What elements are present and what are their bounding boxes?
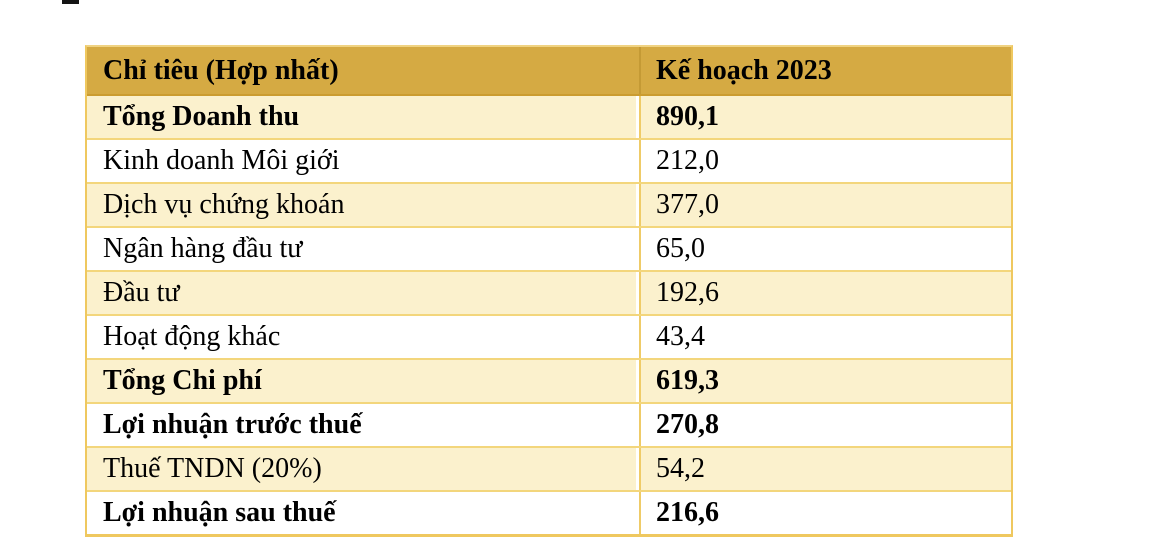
row-value: 270,8 [639,404,1011,446]
row-label: Tổng Chi phí [87,360,639,402]
row-label: Thuế TNDN (20%) [87,448,639,490]
row-label: Ngân hàng đầu tư [87,228,639,270]
row-value: 65,0 [639,228,1011,270]
row-value: 377,0 [639,184,1011,226]
row-value: 54,2 [639,448,1011,490]
table-row-tong-doanh-thu [87,96,1011,140]
row-value: 216,6 [639,492,1011,534]
table-row-hoat-dong-khac [87,316,1011,360]
row-label: Hoạt động khác [87,316,639,358]
table-row-loi-nhuan-sau-thue [87,492,1011,534]
table-header-row [87,47,1011,96]
row-label: Kinh doanh Môi giới [87,140,639,182]
row-label: Lợi nhuận sau thuế [87,492,639,534]
cropped-text-fragment [62,0,79,4]
row-label: Lợi nhuận trước thuế [87,404,639,446]
row-value: 212,0 [639,140,1011,182]
row-value: 890,1 [639,96,1011,138]
table-row-dich-vu-chung-khoan [87,184,1011,228]
row-value: 619,3 [639,360,1011,402]
row-label: Dịch vụ chứng khoán [87,184,639,226]
financial-plan-table [85,45,1013,537]
column-header-plan-2023: Kế hoạch 2023 [639,47,1011,94]
row-label: Đầu tư [87,272,639,314]
row-value: 192,6 [639,272,1011,314]
table-row-dau-tu [87,272,1011,316]
table-row-kinh-doanh-moi-gioi [87,140,1011,184]
table-row-loi-nhuan-truoc-thue [87,404,1011,448]
table-row-thue-tndn [87,448,1011,492]
row-label: Tổng Doanh thu [87,96,639,138]
column-header-indicator: Chỉ tiêu (Hợp nhất) [87,47,639,94]
row-value: 43,4 [639,316,1011,358]
table-row-tong-chi-phi [87,360,1011,404]
table-row-ngan-hang-dau-tu [87,228,1011,272]
